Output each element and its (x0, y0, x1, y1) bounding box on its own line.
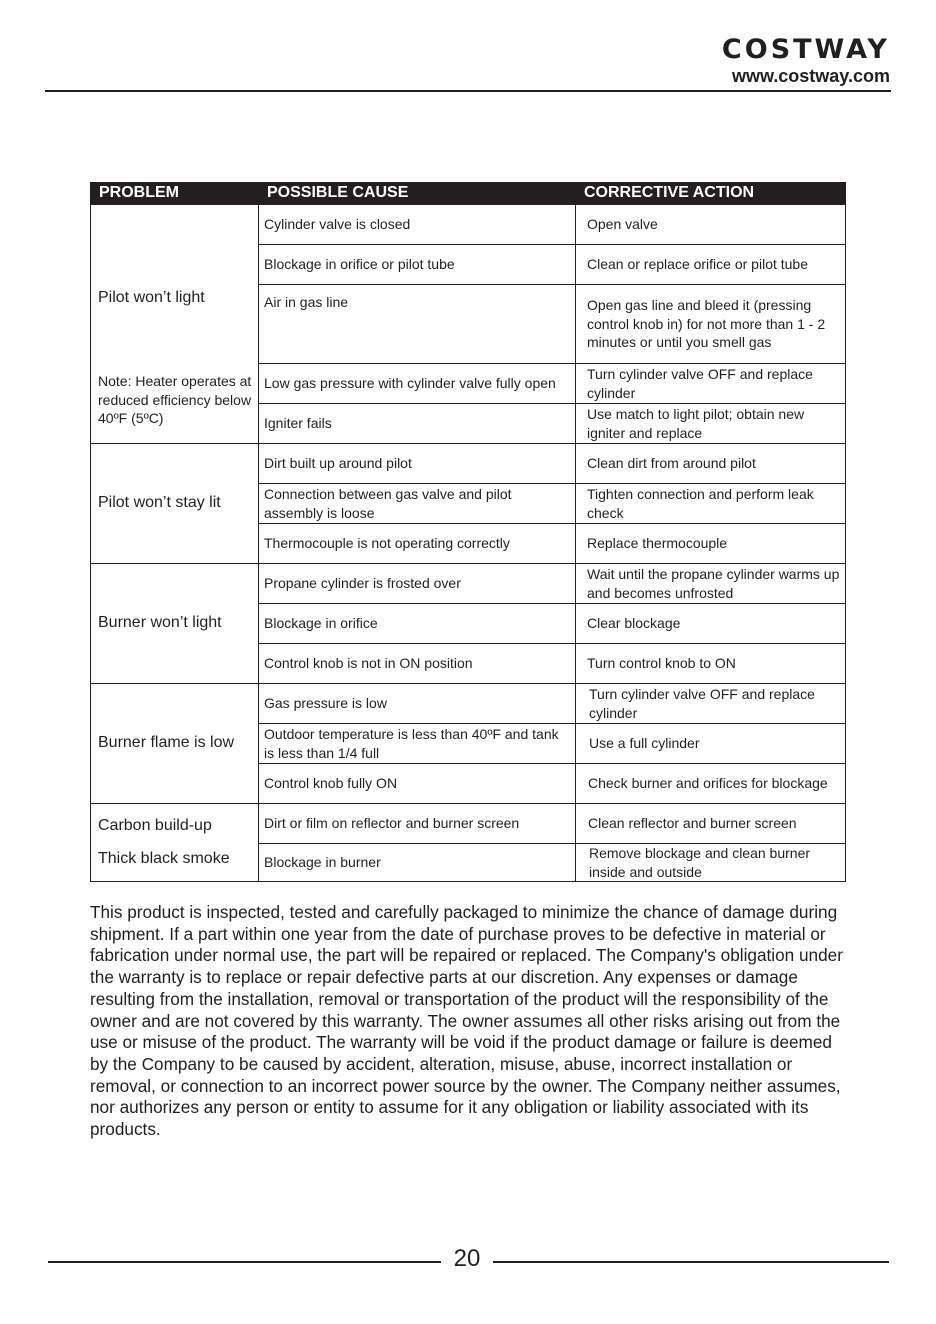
header-rule (45, 90, 891, 92)
table-row (91, 205, 846, 245)
table-row (91, 564, 846, 604)
action-cell: Check burner and orifices for blockage (576, 764, 846, 804)
action-cell: Tighten connection and perform leak check (576, 484, 846, 524)
header-problem: PROBLEM (91, 183, 259, 205)
problem-cell (91, 564, 259, 684)
action-cell: Clean dirt from around pilot (576, 444, 846, 484)
cause-cell: Blockage in burner (259, 844, 576, 882)
action-cell: Clear blockage (576, 604, 846, 644)
page-number: 20 (453, 1245, 481, 1272)
brand-logo: COSTWAY (721, 34, 890, 65)
problem-label: Thick black smoke (98, 849, 230, 867)
troubleshooting-table (90, 182, 846, 882)
action-cell: Turn cylinder valve OFF and replace cylinder (576, 364, 846, 404)
cause-cell: Igniter fails (259, 404, 576, 444)
cause-cell: Air in gas line (259, 285, 576, 364)
table-row (91, 684, 846, 724)
brand-header (722, 36, 890, 87)
problem-note: Note: Heater operates at reduced efficiency below 40ºF (5ºC) (98, 373, 252, 426)
footer-rule-left (48, 1261, 441, 1263)
cause-cell: Thermocouple is not operating correctly (259, 524, 576, 564)
action-cell: Wait until the propane cylinder warms up and becomes unfrosted (576, 564, 846, 604)
action-cell: Use a full cylinder (576, 724, 846, 764)
action-cell: Open valve (576, 205, 846, 245)
cause-cell: Outdoor temperature is less than 40ºF and tank is less than 1/4 full (259, 724, 576, 764)
cause-cell: Dirt built up around pilot (259, 444, 576, 484)
cause-cell: Low gas pressure with cylinder valve fully open (259, 364, 576, 404)
cause-cell: Blockage in orifice or pilot tube (259, 245, 576, 285)
cause-cell: Connection between gas valve and pilot assembly is loose (259, 484, 576, 524)
problem-cell (91, 205, 259, 444)
problem-cell (91, 684, 259, 804)
cause-cell: Control knob is not in ON position (259, 644, 576, 684)
cause-cell: Dirt or film on reflector and burner screen (259, 804, 576, 844)
cause-cell: Gas pressure is low (259, 684, 576, 724)
header-corrective-action: CORRECTIVE ACTION (576, 183, 846, 205)
problem-label: Burner flame is low (98, 734, 235, 752)
warranty-paragraph: This product is inspected, tested and carefully packaged to minimize the chance of damage during shipment. If a part within one year from the date of purchase proves to be defective in material or fabrication under normal use, the part will be repaired or replaced. The Company's obligation under the warranty is to replace or repair defective parts at our discretion. Any expenses or damage resulting from the installation, removal or transportation of the product will the responsibility of the owner and are not covered by this warranty. The owner assumes all other risks arising out from the use or misuse of the product. The warranty will be void if the product damage or failure is deemed by the Company to be caused by accident, alteration, misuse, abuse, incorrect installation or removal, or connection to an incorrect power source by the owner. The Company neither assumes, nor authorizes any person or entity to assume for it any obligation or liability associated with its products. (90, 902, 843, 1140)
cause-cell: Blockage in orifice (259, 604, 576, 644)
action-cell: Turn cylinder valve OFF and replace cylinder (576, 684, 846, 724)
action-cell: Remove blockage and clean burner inside and outside (576, 844, 846, 882)
action-cell: Clean reflector and burner screen (576, 804, 846, 844)
problem-cell (91, 804, 259, 882)
cause-cell: Propane cylinder is frosted over (259, 564, 576, 604)
action-cell: Use match to light pilot; obtain new igniter and replace (576, 404, 846, 444)
table-header-row (91, 183, 846, 205)
problem-label: Pilot won’t stay lit (98, 494, 221, 512)
problem-label: Pilot won’t light (98, 289, 205, 306)
action-cell: Clean or replace orifice or pilot tube (576, 245, 846, 285)
problem-label: Burner won’t light (98, 614, 222, 632)
action-cell: Turn control knob to ON (576, 644, 846, 684)
table-row (91, 804, 846, 844)
cause-cell: Control knob fully ON (259, 764, 576, 804)
problem-cell (91, 444, 259, 564)
footer-rule-right (493, 1261, 889, 1263)
action-cell: Replace thermocouple (576, 524, 846, 564)
header-possible-cause: POSSIBLE CAUSE (259, 183, 576, 205)
cause-cell: Cylinder valve is closed (259, 205, 576, 245)
problem-label: Carbon build-up (98, 817, 212, 834)
action-cell: Open gas line and bleed it (pressing control knob in) for not more than 1 - 2 minutes or until you smell gas (576, 285, 846, 364)
brand-url: www.costway.com (731, 66, 890, 86)
table-row (91, 444, 846, 484)
